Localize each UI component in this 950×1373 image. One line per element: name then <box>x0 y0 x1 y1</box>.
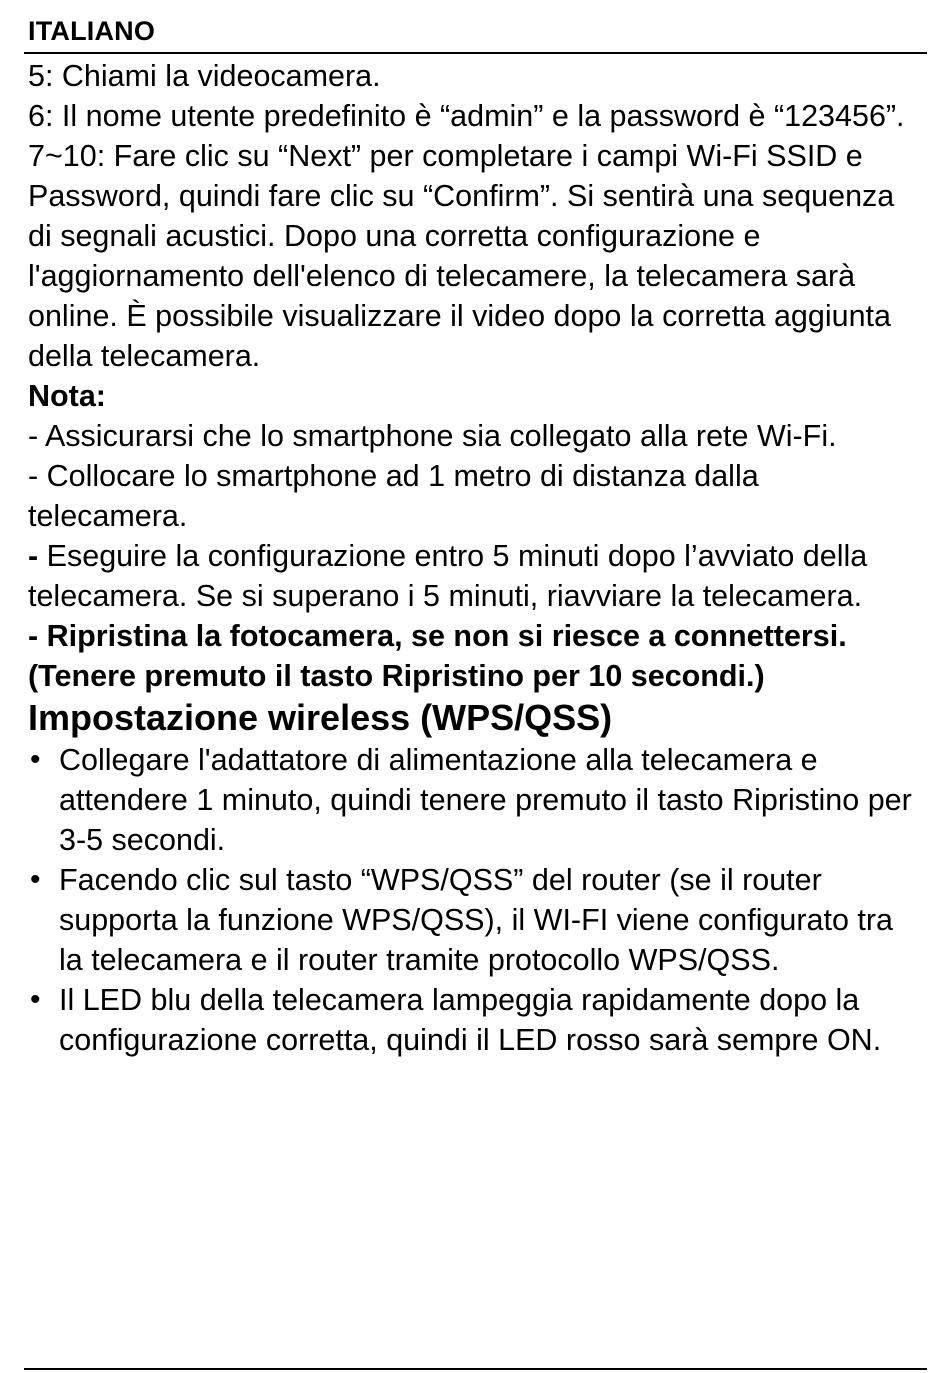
header-divider <box>24 52 927 54</box>
note-item-reset: - Ripristina la fotocamera, se non si riesce a connettersi. (Tenere premuto il tasto Ripristino per 10 secondi.) <box>28 619 847 693</box>
note-title: Nota: <box>28 379 106 413</box>
wps-section-title: Impostazione wireless (WPS/QSS) <box>28 697 613 738</box>
wps-bullet-text: Collegare l'adattatore di alimentazione alla telecamera e attendere 1 minuto, quindi tenere premuto il tasto Ripristino per 3-5 secondi. <box>59 743 912 857</box>
note-item-timing-text: Eseguire la configurazione entro 5 minuti dopo l’avviato della telecamera. Se si superano i 5 minuti, riavviare la telecamera. <box>28 539 868 613</box>
wps-bullet-text: Facendo clic sul tasto “WPS/QSS” del router (se il router supporta la funzione WPS/QSS), il WI-FI viene configurato tra la telecamera e il router tramite protocollo WPS/QSS. <box>59 863 894 977</box>
language-label: ITALIANO <box>28 16 156 46</box>
bullet-icon: • <box>30 743 41 776</box>
page-content <box>28 56 923 1060</box>
bullet-icon: • <box>30 863 41 896</box>
wps-bullet-led <box>28 980 923 1060</box>
footer-divider <box>24 1368 927 1370</box>
wps-bullet-list <box>28 740 923 1060</box>
step-6: 6: Il nome utente predefinito è “admin” e la password è “123456”. <box>28 99 905 133</box>
note-item-distance: - Collocare lo smartphone ad 1 metro di distanza dalla telecamera. <box>28 459 759 533</box>
note-item-dash: - <box>28 539 47 573</box>
note-item-timing <box>28 536 923 616</box>
bullet-icon: • <box>30 983 41 1016</box>
step-7-10: 7~10: Fare clic su “Next” per completare i campi Wi-Fi SSID e Password, quindi fare clic su “Confirm”. Si sentirà una sequenza di segnali acustici. Dopo una corretta configurazione e l'aggiornamento dell'elenco di telecamere, la telecamera sarà online. È possibile visualizzare il video dopo la corretta aggiunta della telecamera. <box>28 139 895 373</box>
wps-bullet-text: Il LED blu della telecamera lampeggia rapidamente dopo la configurazione corretta, quindi il LED rosso sarà sempre ON. <box>59 983 882 1057</box>
note-item-wifi: - Assicurarsi che lo smartphone sia collegato alla rete Wi-Fi. <box>28 419 837 453</box>
step-5: 5: Chiami la videocamera. <box>28 59 381 93</box>
wps-bullet-power <box>28 740 923 860</box>
wps-bullet-router <box>28 860 923 980</box>
